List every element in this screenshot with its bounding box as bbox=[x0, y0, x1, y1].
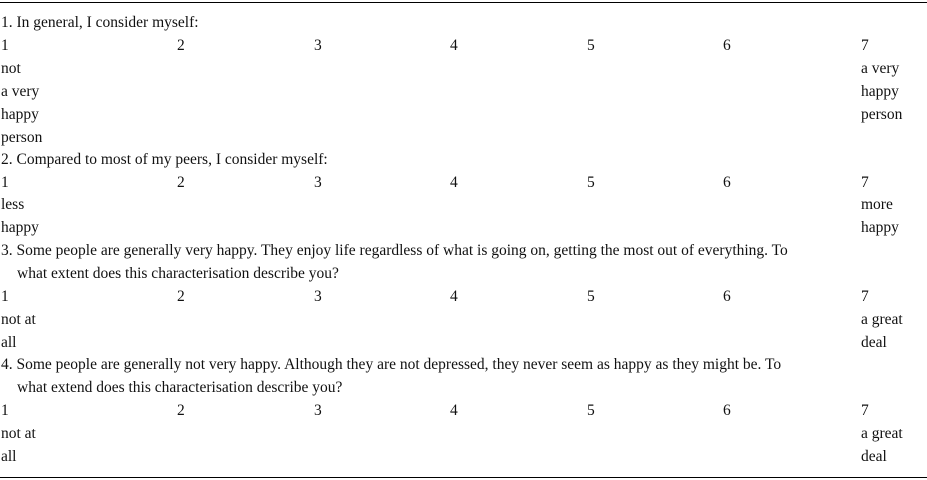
scale-point-2: 2 bbox=[177, 402, 185, 419]
scale-point-4: 4 bbox=[450, 288, 458, 305]
bottom-rule bbox=[0, 477, 927, 478]
scale-point-3: 3 bbox=[314, 402, 322, 419]
scale-point-1: 1 bbox=[1, 174, 9, 191]
question-1-text: 1. In general, I consider myself: bbox=[1, 14, 199, 31]
scale-point-7: 7 bbox=[861, 174, 869, 191]
question-4-anchor-row bbox=[0, 422, 927, 445]
scale-point-6: 6 bbox=[723, 37, 731, 54]
scale-point-1: 1 bbox=[1, 402, 9, 419]
scale-point-5: 5 bbox=[587, 288, 595, 305]
question-2-anchor-row bbox=[0, 216, 927, 239]
right-anchor-text: a great bbox=[861, 311, 903, 328]
scale-point-5: 5 bbox=[587, 174, 595, 191]
scale-point-1: 1 bbox=[1, 37, 9, 54]
left-anchor-text: all bbox=[1, 334, 17, 351]
right-anchor-text: deal bbox=[861, 334, 887, 351]
question-1-anchor-row bbox=[0, 80, 927, 103]
scale-point-3: 3 bbox=[314, 288, 322, 305]
question-3-scale bbox=[0, 285, 927, 308]
left-anchor-text: person bbox=[1, 129, 43, 146]
scale-point-2: 2 bbox=[177, 288, 185, 305]
right-anchor-text: happy bbox=[861, 219, 899, 236]
right-anchor-text: happy bbox=[861, 83, 899, 100]
scale-point-4: 4 bbox=[450, 402, 458, 419]
right-anchor-text: a very bbox=[861, 60, 900, 77]
left-anchor-text: not at bbox=[1, 311, 36, 328]
scale-point-6: 6 bbox=[723, 402, 731, 419]
scale-point-6: 6 bbox=[723, 288, 731, 305]
right-anchor-text: person bbox=[861, 106, 903, 123]
question-1-anchor-row bbox=[0, 103, 927, 126]
question-3-text: 3. Some people are generally very happy. They enjoy life regardless of what is going on, getting the most out of everything. To bbox=[1, 242, 788, 259]
question-1-anchor-row bbox=[0, 126, 927, 149]
left-anchor-text: not at bbox=[1, 425, 36, 442]
scale-point-2: 2 bbox=[177, 174, 185, 191]
right-anchor-text: deal bbox=[861, 448, 887, 465]
left-anchor-text: less bbox=[1, 196, 25, 213]
question-1-scale bbox=[0, 34, 927, 57]
scale-point-5: 5 bbox=[587, 37, 595, 54]
scale-point-5: 5 bbox=[587, 402, 595, 419]
scale-point-7: 7 bbox=[861, 288, 869, 305]
scale-point-4: 4 bbox=[450, 37, 458, 54]
right-anchor-text: a great bbox=[861, 425, 903, 442]
question-4-anchor-row bbox=[0, 445, 927, 468]
scale-point-7: 7 bbox=[861, 402, 869, 419]
scale-point-2: 2 bbox=[177, 37, 185, 54]
question-2-text: 2. Compared to most of my peers, I consider myself: bbox=[1, 151, 328, 168]
scale-point-6: 6 bbox=[723, 174, 731, 191]
left-anchor-text: not bbox=[1, 60, 21, 77]
scale-point-3: 3 bbox=[314, 174, 322, 191]
scale-point-4: 4 bbox=[450, 174, 458, 191]
question-4-scale bbox=[0, 399, 927, 422]
question-1-anchor-row bbox=[0, 57, 927, 80]
question-3-anchor-row bbox=[0, 331, 927, 354]
left-anchor-text: a very bbox=[1, 83, 40, 100]
question-2-scale bbox=[0, 171, 927, 194]
scale-point-1: 1 bbox=[1, 288, 9, 305]
left-anchor-text: happy bbox=[1, 106, 39, 123]
question-4-text: 4. Some people are generally not very happy. Although they are not depressed, they never seem as happy as they might be. To bbox=[1, 356, 782, 373]
right-anchor-text: more bbox=[861, 196, 893, 213]
question-3-anchor-row bbox=[0, 308, 927, 331]
scale-point-7: 7 bbox=[861, 37, 869, 54]
left-anchor-text: happy bbox=[1, 219, 39, 236]
left-anchor-text: all bbox=[1, 448, 17, 465]
question-3-text-continued: what extent does this characterisation describe you? bbox=[17, 265, 339, 282]
question-4-text-continued: what extend does this characterisation describe you? bbox=[17, 379, 343, 396]
scale-point-3: 3 bbox=[314, 37, 322, 54]
top-rule bbox=[0, 2, 927, 3]
question-2-anchor-row bbox=[0, 193, 927, 216]
